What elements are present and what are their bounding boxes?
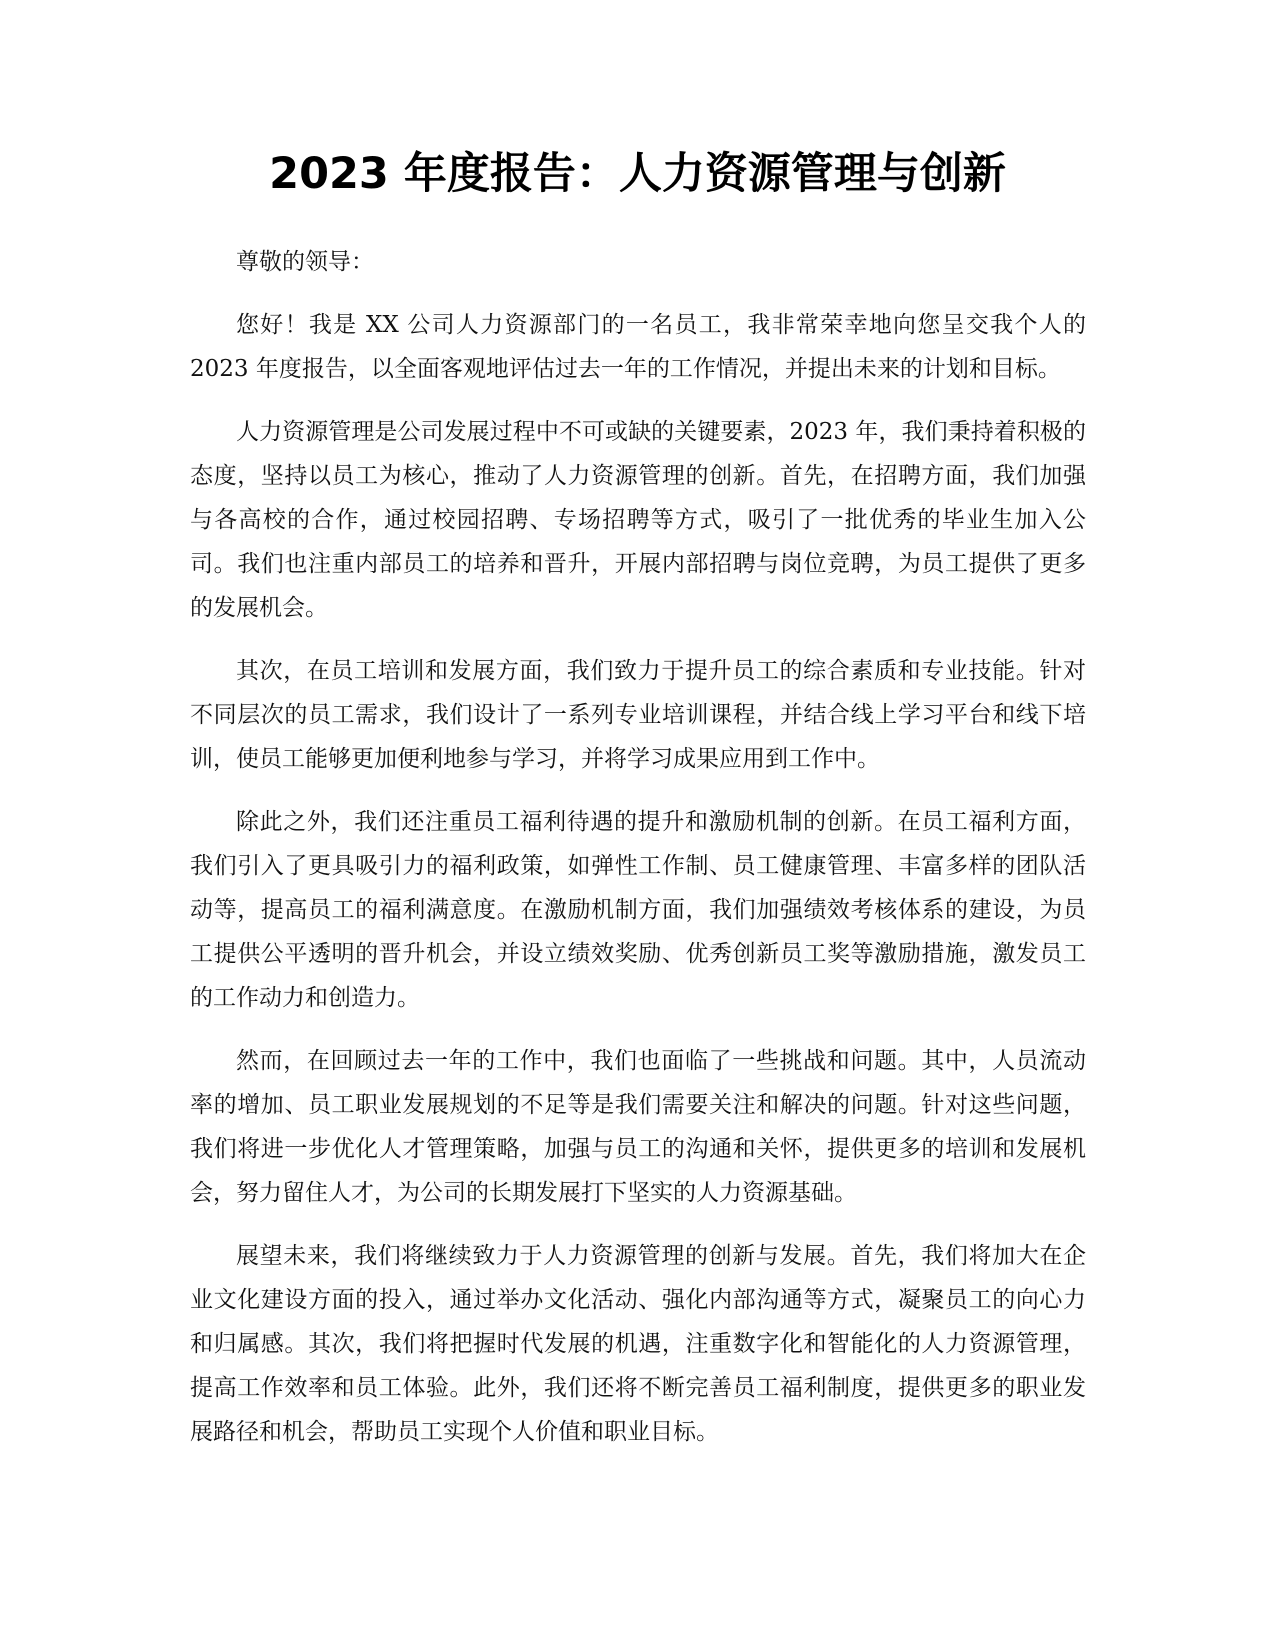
paragraph-benefits: 除此之外，我们还注重员工福利待遇的提升和激励机制的创新。在员工福利方面，我们引入了更具吸引力的福利政策，如弹性工作制、员工健康管理、丰富多样的团队活动等，提高员工的福利满意度。在激励机制方面，我们加强绩效考核体系的建设，为员工提供公平透明的晋升机会，并设立绩效奖励、优秀创新员工奖等激励措施，激发员工的工作动力和创造力。 bbox=[190, 809, 1086, 1011]
document-body bbox=[190, 240, 1086, 1473]
paragraph-training: 其次，在员工培训和发展方面，我们致力于提升员工的综合素质和专业技能。针对不同层次的员工需求，我们设计了一系列专业培训课程，并结合线上学习平台和线下培训，使员工能够更加便利地参与学习，并将学习成果应用到工作中。 bbox=[190, 658, 1086, 772]
salutation: 尊敬的领导： bbox=[236, 249, 374, 275]
paragraph-recruitment: 人力资源管理是公司发展过程中不可或缺的关键要素，2023 年，我们秉持着积极的态度，坚持以员工为核心，推动了人力资源管理的创新。首先，在招聘方面，我们加强与各高校的合作，通过校园招聘、专场招聘等方式，吸引了一批优秀的毕业生加入公司。我们也注重内部员工的培养和晋升，开展内部招聘与岗位竞聘，为员工提供了更多的发展机会。 bbox=[190, 419, 1086, 621]
paragraph-intro: 您好！我是 XX 公司人力资源部门的一名员工，我非常荣幸地向您呈交我个人的 2023 年度报告，以全面客观地评估过去一年的工作情况，并提出未来的计划和目标。 bbox=[190, 312, 1086, 382]
paragraph-challenges: 然而，在回顾过去一年的工作中，我们也面临了一些挑战和问题。其中，人员流动率的增加、员工职业发展规划的不足等是我们需要关注和解决的问题。针对这些问题，我们将进一步优化人才管理策略，加强与员工的沟通和关怀，提供更多的培训和发展机会，努力留住人才，为公司的长期发展打下坚实的人力资源基础。 bbox=[190, 1048, 1086, 1206]
paragraph-outlook: 展望未来，我们将继续致力于人力资源管理的创新与发展。首先，我们将加大在企业文化建设方面的投入，通过举办文化活动、强化内部沟通等方式，凝聚员工的向心力和归属感。其次，我们将把握时代发展的机遇，注重数字化和智能化的人力资源管理，提高工作效率和员工体验。此外，我们还将不断完善员工福利制度，提供更多的职业发展路径和机会，帮助员工实现个人价值和职业目标。 bbox=[190, 1243, 1086, 1445]
document-title: 2023 年度报告：人力资源管理与创新 bbox=[269, 149, 1006, 199]
